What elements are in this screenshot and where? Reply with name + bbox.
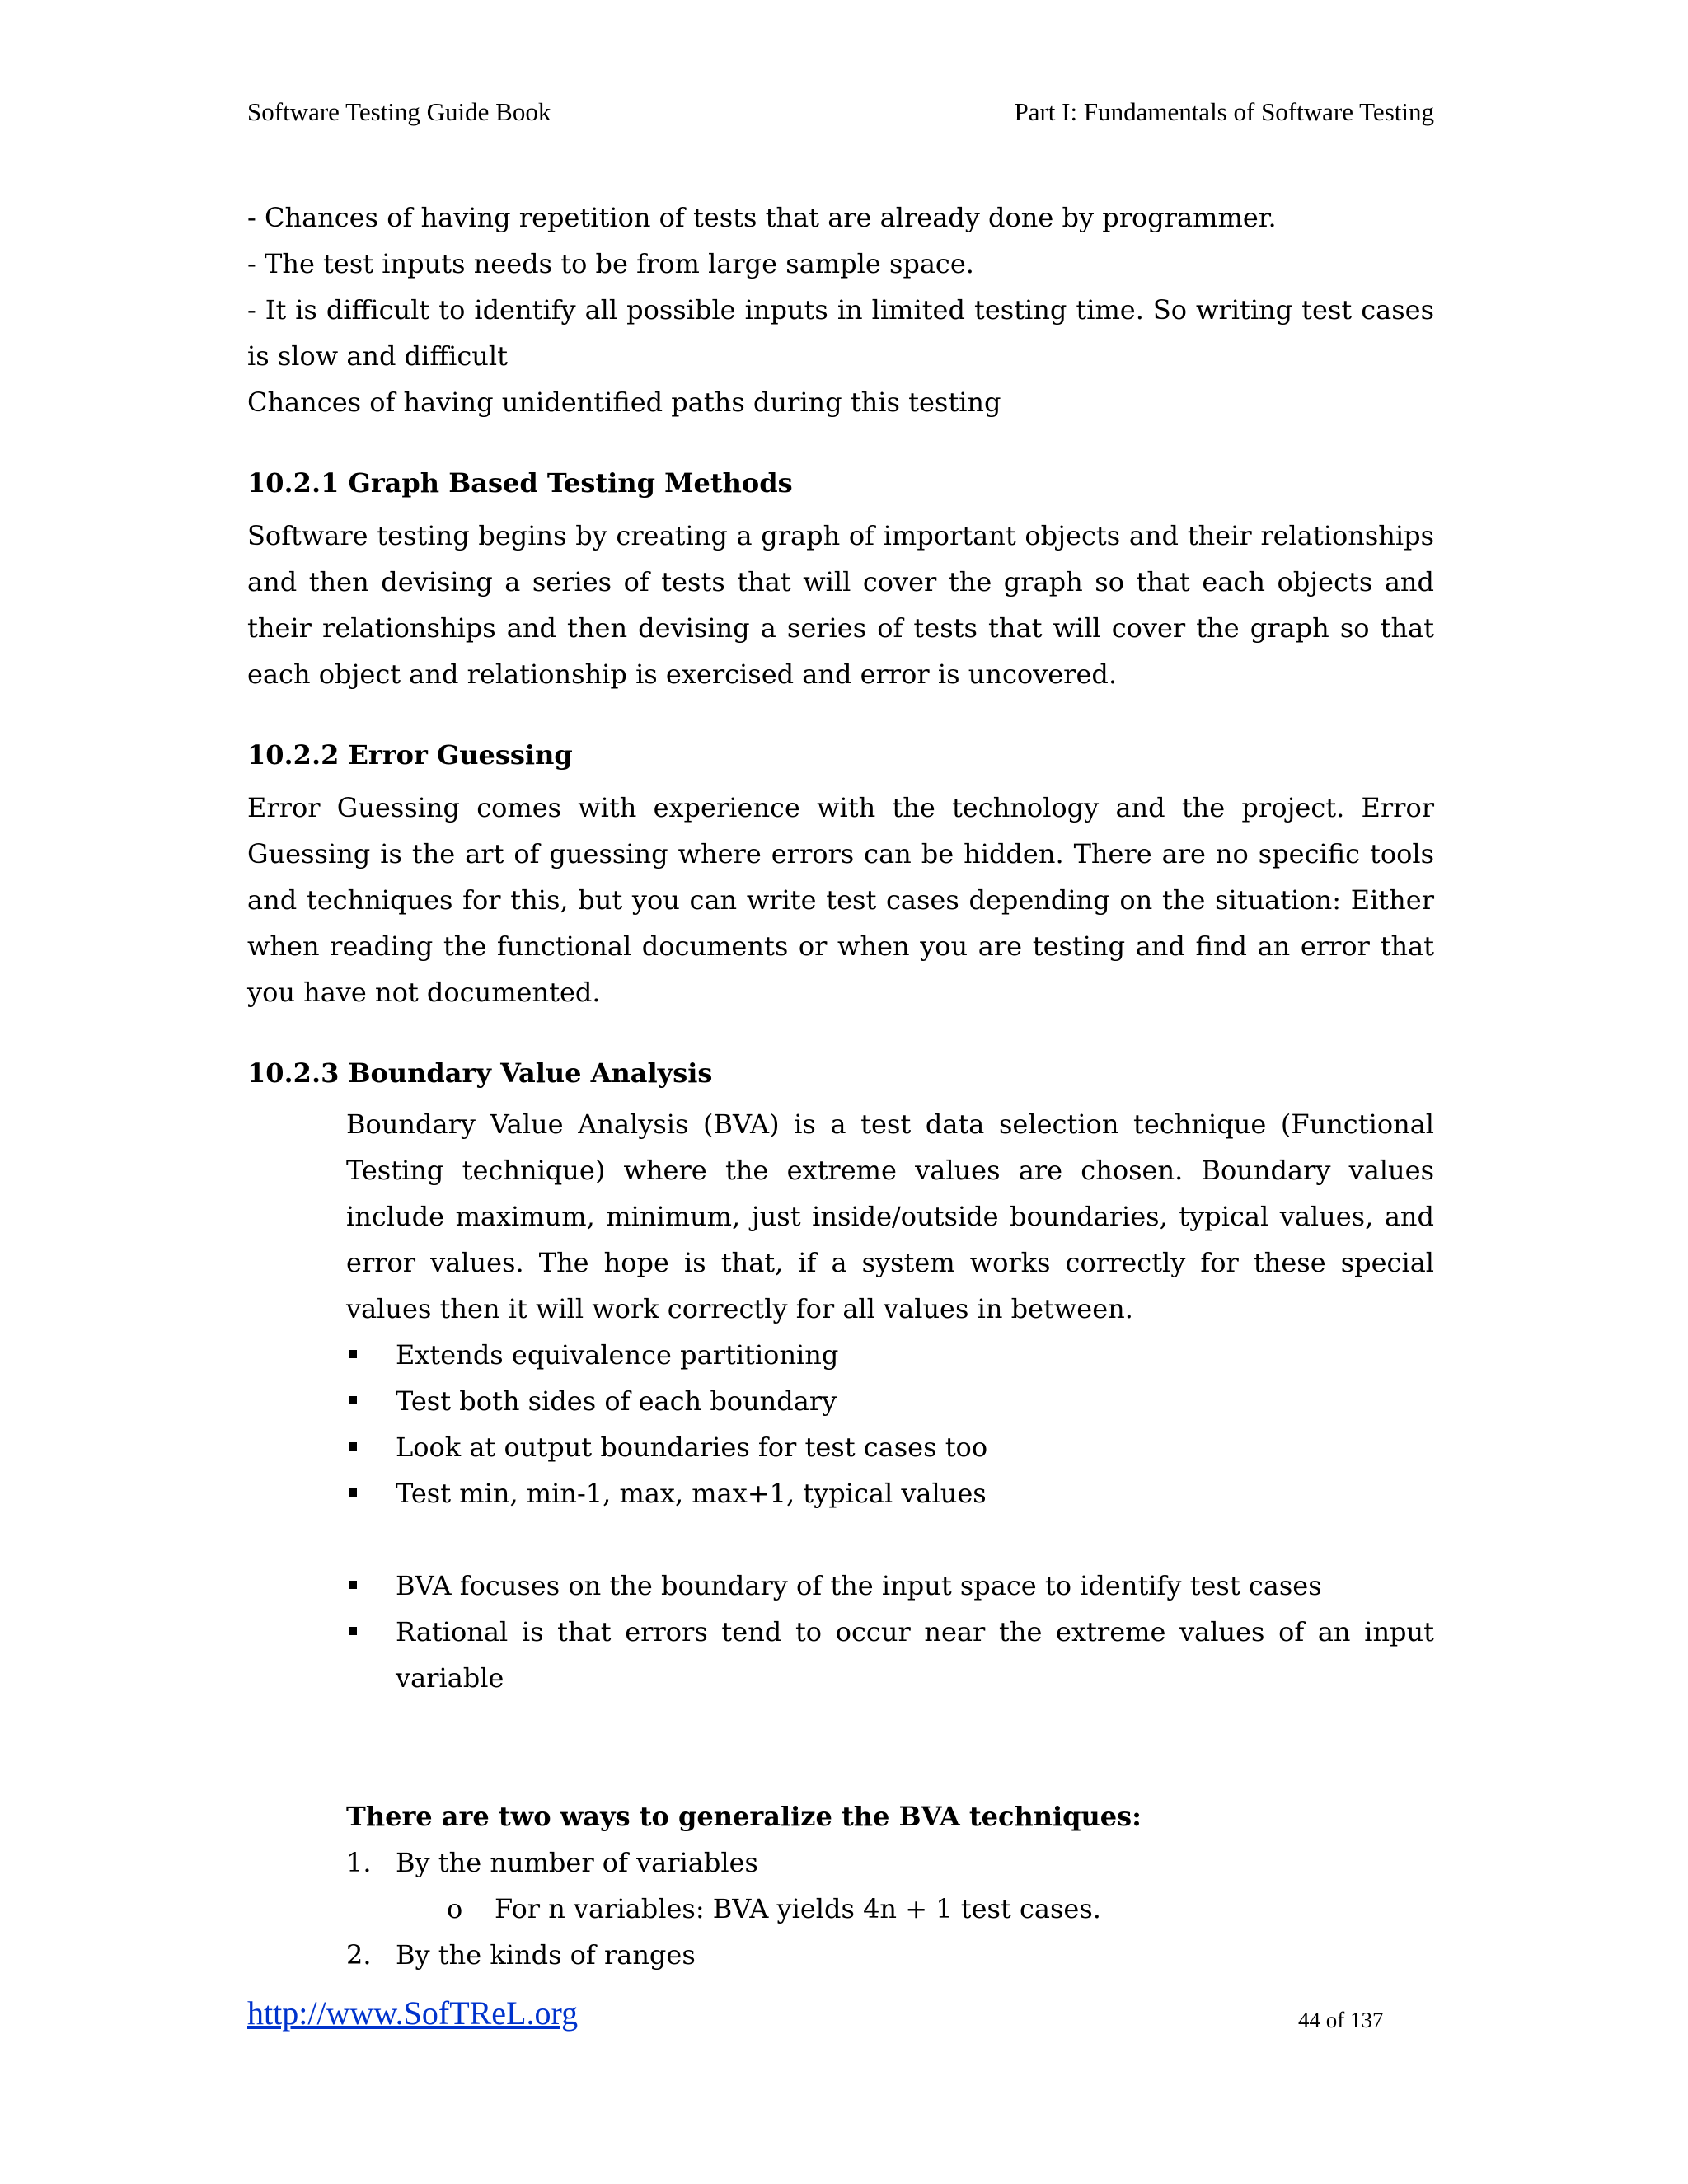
generalize-sublist [346,1886,1434,1932]
generalize-heading: There are two ways to generalize the BVA techniques: [346,1801,1142,1832]
header-book-title: Software Testing Guide Book [247,97,551,126]
list-item [346,1932,1434,1978]
circle-bullet-icon: o [447,1893,463,1924]
list-item [346,1886,1434,1932]
page-content [247,194,1434,1978]
section-body-error-guessing: Error Guessing comes with experience with the technology and the project. Error Guessing is the art of guessing where errors can be hidden. There are no specific tools and techniques for this, but you can write test cases depending on the situation: Either when reading the functional documents or when you are testing and find an error that you have not documented. [247,792,1434,1008]
header-part-title: Part I: Fundamentals of Software Testing [1014,97,1434,126]
list-item [346,1840,1434,1886]
list-number: 1. [346,1847,372,1878]
list-item-text: Test min, min-1, max, max+1, typical values [396,1478,987,1509]
bva-block [346,1101,1434,1978]
section-heading-error-guessing: 10.2.2 Error Guessing [247,739,573,771]
list-item [346,1378,1434,1424]
list-item [346,1563,1434,1609]
intro-line: - It is difficult to identify all possible inputs in limited testing time. So writing test cases is slow and difficult [247,294,1434,372]
list-item-text: By the kinds of ranges [396,1939,696,1971]
list-item [346,1470,1434,1516]
list-item [346,1332,1434,1378]
list-item-text: Look at output boundaries for test cases too [396,1432,988,1463]
list-item-text: Extends equivalence partitioning [396,1339,839,1371]
list-item-text: Test both sides of each boundary [396,1385,837,1417]
list-number: 2. [346,1939,372,1971]
list-item-text: BVA focuses on the boundary of the input space to identify test cases [396,1570,1322,1601]
intro-line: - The test inputs needs to be from large sample space. [247,248,974,279]
generalize-list-cont [346,1932,1434,1978]
list-item [346,1609,1434,1701]
section-heading-bva: 10.2.3 Boundary Value Analysis [247,1057,713,1089]
list-item-text: By the number of variables [396,1847,758,1878]
section-body-bva: Boundary Value Analysis (BVA) is a test data selection technique (Functional Testing technique) where the extreme values are chosen. Boundary values include maximum, minimum, just inside/outside boundaries, typical values, and error values. The hope is that, if a system works correctly for these special values then it will work correctly for all values in between. [346,1108,1434,1324]
generalize-list [346,1840,1434,1886]
list-item-text: Rational is that errors tend to occur near the extreme values of an input variable [396,1616,1434,1694]
square-bullet-icon [349,1627,357,1635]
section-body-graph: Software testing begins by creating a graph of important objects and their relationships and then devising a series of tests that will cover the graph so that each objects and their relationships and then devising a series of tests that will cover the graph so that each object and relationship is exercised and error is uncovered. [247,520,1434,690]
square-bullet-icon [349,1350,357,1358]
square-bullet-icon [349,1442,357,1451]
section-heading-graph: 10.2.1 Graph Based Testing Methods [247,467,793,499]
list-item [346,1424,1434,1470]
square-bullet-icon [349,1488,357,1497]
square-bullet-icon [349,1396,357,1404]
spacer [346,1516,1434,1563]
list-item-text: For n variables: BVA yields 4n + 1 test cases. [495,1893,1101,1924]
intro-line: - Chances of having repetition of tests that are already done by programmer. [247,202,1277,233]
page-number: 44 of 137 [1298,2008,1384,2032]
footer-website-link[interactable]: http://www.SofTReL.org [247,1994,579,2032]
bva-bullets-a [346,1332,1434,1516]
square-bullet-icon [349,1581,357,1589]
intro-line: Chances of having unidentified paths during this testing [247,387,1001,418]
spacer [346,1701,1434,1793]
bva-bullets-b [346,1563,1434,1701]
